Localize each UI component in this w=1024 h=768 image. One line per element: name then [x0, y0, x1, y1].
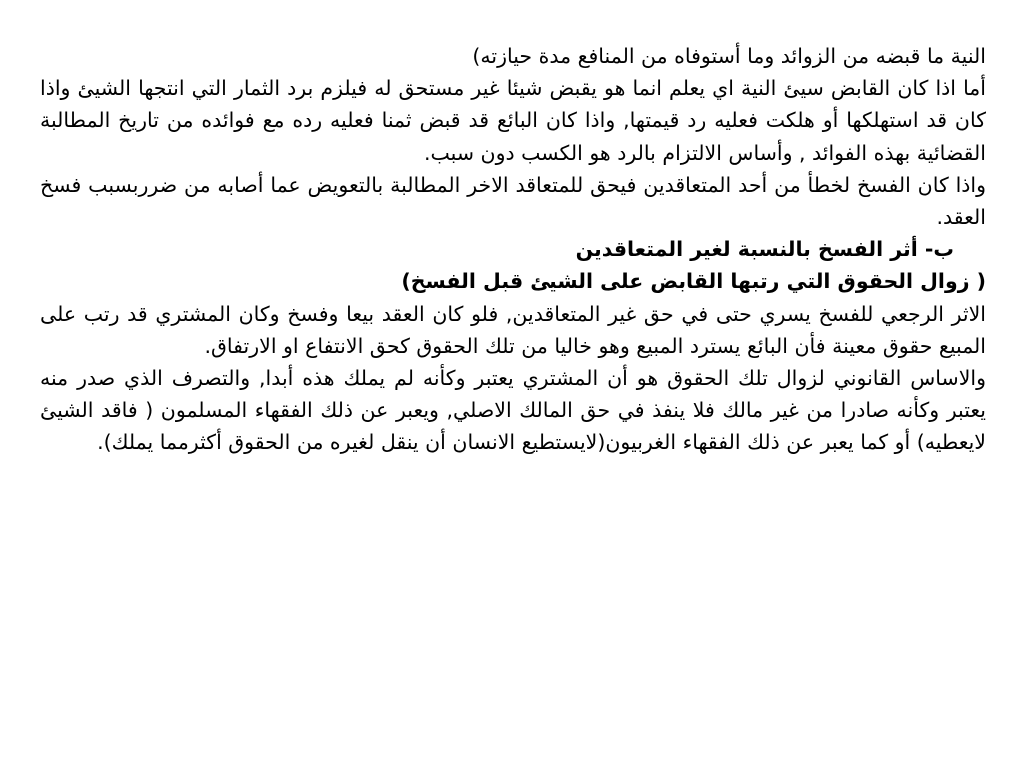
section-heading: ب- أثر الفسخ بالنسبة لغير المتعاقدين [575, 237, 954, 262]
paragraph-bad-faith-recipient: أما اذا كان القابض سيئ النية اي يعلم انما هو يقبض شيئا غير مستحق له فيلزم برد الثمار التي انتجها الشيئ واذا كان قد استهلكها أو هلكت فعليه رد قيمتها, واذا كان البائع قد قبض ثمنا فعليه رده مع فوائده من تاريخ المطالبة القضائية بهذه الفوائد , وأساس الالتزام بالرد هو الكسب دون سبب. [40, 76, 986, 165]
paragraph-retroactive-effect: الاثر الرجعي للفسخ يسري حتى في حق غير المتعاقدين, فلو كان العقد بيعا وفسخ وكان المشتري قد رتب على المبيع حقوق معينة فأن البائع يسترد المبيع وهو خاليا من تلك الحقوق كحق الانتفاع او الارتفاق. [40, 301, 986, 358]
document-body [40, 40, 986, 459]
paragraph-legal-basis: والاساس القانوني لزوال تلك الحقوق هو أن المشتري يعتبر وكأنه لم يملك هذه أبدا, والتصرف الذي صدر منه يعتبر وكأنه صادرا من غير مالك فلا ينفذ في حق المالك الاصلي, ويعبر عن ذلك الفقهاء المسلمون ( فاقد الشيئ لايعطيه) أو كما يعبر عن ذلك الفقهاء الغربيون(لايستطيع الانسان أن ينقل لغيره من الحقوق أكثرمما يملك). [40, 366, 986, 455]
section-subheading: ( زوال الحقوق التي رتبها القابض على الشيئ قبل الفسخ) [401, 269, 986, 294]
paragraph-intention-continuation: النية ما قبضه من الزوائد وما أستوفاه من المنافع مدة حيازته) [472, 44, 986, 68]
paragraph-compensation: واذا كان الفسخ لخطأ من أحد المتعاقدين فيحق للمتعاقد الاخر المطالبة بالتعويض عما أصابه من ضرربسبب فسخ العقد. [40, 172, 986, 230]
